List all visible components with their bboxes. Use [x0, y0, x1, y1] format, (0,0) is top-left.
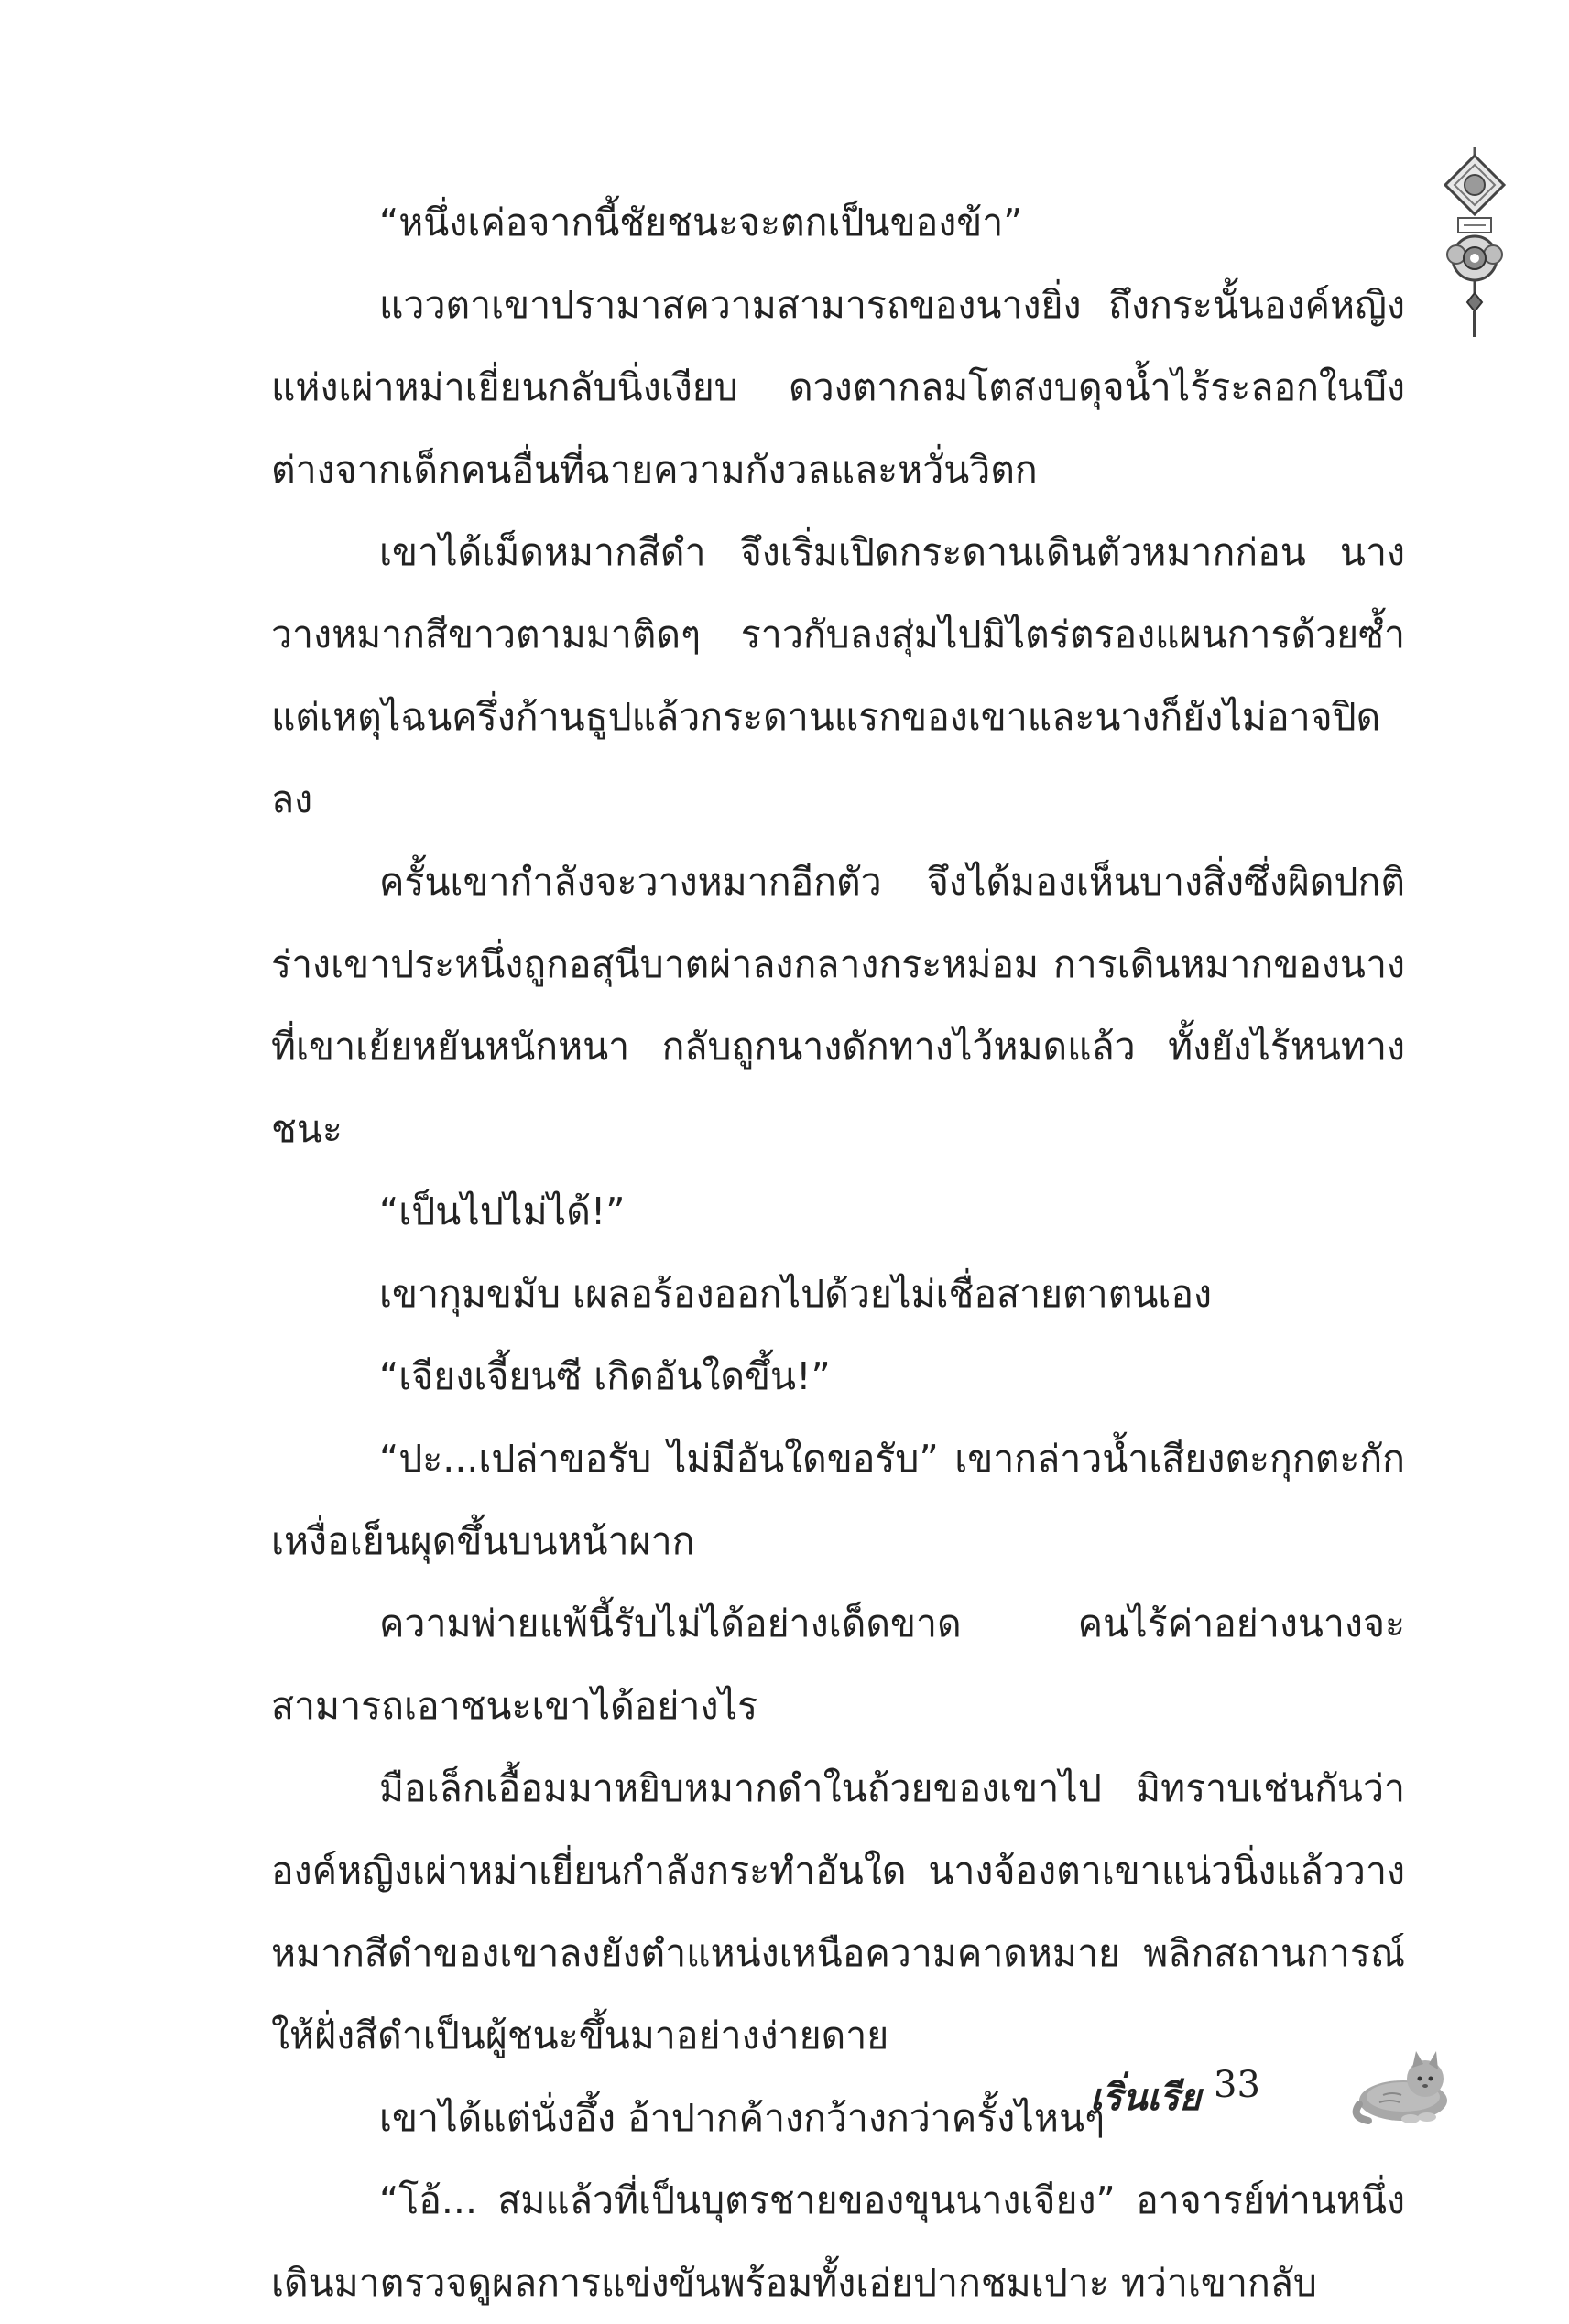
hanging-ornament-icon: [1438, 147, 1511, 339]
paragraph: เขาได้แต่นั่งอึ้ง อ้าปากค้างกว้างกว่าครั้งไหนๆ: [379, 2096, 1105, 2140]
body-text: [271, 181, 1405, 2324]
paragraph: “ปะ...เปล่าขอรับ ไม่มีอันใดขอรับ” เขากล่าวน้ำเสียงตะกุกตะกัก เหงื่อเย็นผุดขึ้นบนหน้าผาก: [271, 1437, 1405, 1563]
paragraph: “โอ้... สมแล้วที่เป็นบุตรชายของขุนนางเจียง” อาจารย์ท่านหนึ่งเดินมาตรวจดูผลการแข่งขันพร้อมทั้งเอ่ยปากชมเปาะ ทว่าเขากลับ: [271, 2178, 1405, 2305]
paragraph: เขาได้เม็ดหมากสีดำ จึงเริ่มเปิดกระดานเดินตัวหมากก่อน นางวางหมากสีขาวตามมาติดๆ ราวกับลงสุ่มไปมิไตร่ตรองแผนการด้วยซ้ำ แต่เหตุไฉนครึ่งก้านธูปแล้วกระดานแรกของเขาและนางก็ยังไม่อาจปิดลง: [271, 530, 1405, 821]
paragraph: ครั้นเขากำลังจะวางหมากอีกตัว จึงได้มองเห็นบางสิ่งซึ่งผิดปกติ ร่างเขาประหนึ่งถูกอสุนีบาตผ่าลงกลางกระหม่อม การเดินหมากของนางที่เขาเย้ยหยันหนักหนา กลับถูกนางดักทางไว้หมดแล้ว ทั้งยังไร้หนทางชนะ: [271, 860, 1405, 1151]
paragraph: ความพ่ายแพ้นี้รับไม่ได้อย่างเด็ดขาด คนไร้ค่าอย่างนางจะสามารถเอาชนะเขาได้อย่างไร: [271, 1602, 1405, 1728]
book-title: เริ่นเรีย: [1090, 2076, 1202, 2119]
paragraph: “เป็นไปไม่ได้!”: [379, 1189, 626, 1233]
paragraph: มือเล็กเอื้อมมาหยิบหมากดำในถ้วยของเขาไป มิทราบเช่นกันว่าองค์หญิงเผ่าหม่าเยี่ยนกำลังกระทำอันใด นางจ้องตาเขาแน่วนิ่งแล้ววางหมากสีดำของเขาลงยังตำแหน่งเหนือความคาดหมาย พลิกสถานการณ์ให้ฝั่งสีดำเป็นผู้ชนะขึ้นมาอย่างง่ายดาย: [271, 1766, 1405, 2058]
paragraph: “เจียงเจี้ยนซี เกิดอันใดขึ้น!”: [379, 1354, 831, 1398]
page-footer: [1090, 2044, 1456, 2126]
page-number: 33: [1214, 2064, 1260, 2106]
paragraph: “หนึ่งเค่อจากนี้ชัยชนะจะตกเป็นของข้า”: [379, 201, 1023, 244]
cat-icon: [1346, 2044, 1456, 2126]
paragraph: แววตาเขาปรามาสความสามารถของนางยิ่ง ถึงกระนั้นองค์หญิงแห่งเผ่าหม่าเยี่ยนกลับนิ่งเงียบ ดวงตากลมโตสงบดุจน้ำไร้ระลอกในบึง ต่างจากเด็กคนอื่นที่ฉายความกังวลและหวั่นวิตก: [271, 283, 1405, 492]
paragraph: เขากุมขมับ เผลอร้องออกไปด้วยไม่เชื่อสายตาตนเอง: [379, 1272, 1213, 1316]
